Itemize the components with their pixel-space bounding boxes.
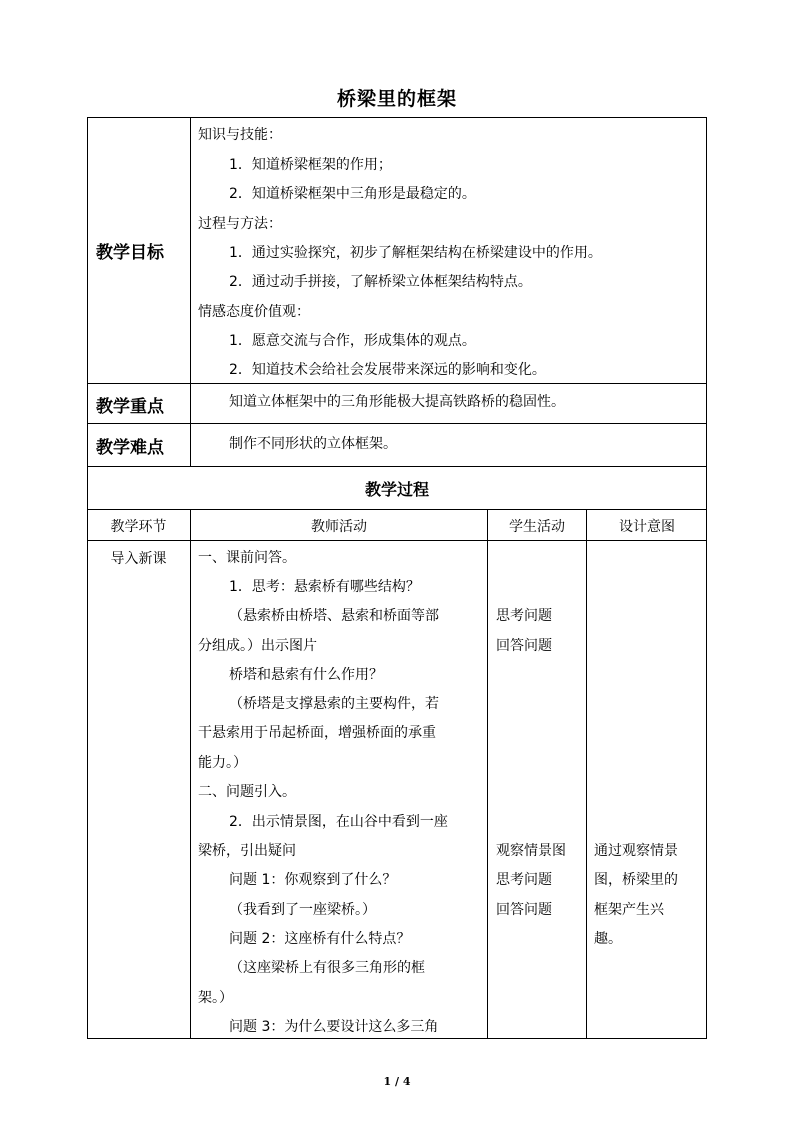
objective-line: 2．通过动手拼接，了解桥梁立体框架结构特点。 [229, 274, 532, 290]
student-activity: 观察情景图 [496, 843, 566, 859]
objective-line: 情感态度价值观： [198, 304, 310, 320]
column-divider [190, 509, 191, 1039]
process-heading: 教学过程 [364, 480, 429, 499]
teacher-line: 问题 3：为什么要设计这么多三角 [229, 1019, 439, 1035]
column-divider [586, 509, 587, 1039]
column-header-intent: 设计意图 [619, 519, 675, 535]
objective-line: 2．知道桥梁框架中三角形是最稳定的。 [229, 186, 476, 202]
teacher-line: （桥塔是支撑悬索的主要构件，若 [229, 696, 439, 712]
row-divider [87, 383, 707, 384]
design-intent: 框架产生兴 [594, 902, 664, 918]
column-divider [487, 509, 488, 1039]
page-number: 1 / 4 [383, 1075, 411, 1088]
column-divider [190, 117, 191, 466]
teacher-line: 2．出示情景图，在山谷中看到一座 [229, 814, 448, 830]
design-intent: 趣。 [594, 931, 622, 947]
design-intent: 通过观察情景 [594, 843, 678, 859]
student-activity: 思考问题 [496, 872, 552, 888]
objective-line: 2．知道技术会给社会发展带来深远的影响和变化。 [229, 362, 546, 378]
difficulty-label: 教学难点 [96, 438, 164, 458]
difficulty-text: 制作不同形状的立体框架。 [229, 436, 397, 452]
key-point-label: 教学重点 [96, 397, 164, 417]
teacher-line: 一、课前问答。 [198, 550, 296, 566]
objective-line: 1．知道桥梁框架的作用； [229, 157, 392, 173]
objective-line: 1．愿意交流与合作，形成集体的观点。 [229, 333, 476, 349]
design-intent: 图，桥梁里的 [594, 872, 678, 888]
teacher-line: （这座梁桥上有很多三角形的框 [229, 960, 425, 976]
objective-line: 知识与技能： [198, 127, 282, 143]
column-header-teacher: 教师活动 [311, 519, 367, 535]
row-divider [87, 423, 707, 424]
column-header-student: 学生活动 [509, 519, 565, 535]
student-activity: 回答问题 [496, 902, 552, 918]
objectives-label: 教学目标 [96, 243, 164, 263]
objective-line: 1．通过实验探究，初步了解框架结构在桥梁建设中的作用。 [229, 245, 602, 261]
teacher-line: 梁桥，引出疑问 [198, 843, 296, 859]
teacher-line: 干悬索用于吊起桥面，增强桥面的承重 [198, 725, 436, 741]
objective-line: 过程与方法： [198, 216, 282, 232]
student-activity: 回答问题 [496, 638, 552, 654]
teacher-line: 1．思考：悬索桥有哪些结构？ [229, 579, 420, 595]
teacher-line: 架。） [198, 990, 233, 1006]
teacher-line: 问题 1：你观察到了什么？ [229, 872, 397, 888]
teacher-line: 能力。） [198, 755, 247, 771]
student-activity: 思考问题 [496, 608, 552, 624]
stage-cell: 导入新课 [110, 551, 167, 567]
key-point-text: 知道立体框架中的三角形能极大提高铁路桥的稳固性。 [229, 394, 565, 410]
teacher-line: （悬索桥由桥塔、悬索和桥面等部 [229, 608, 439, 624]
row-divider [87, 540, 707, 541]
teacher-line: 二、问题引入。 [198, 784, 296, 800]
teacher-line: （我看到了一座梁桥。） [229, 902, 376, 918]
column-header-stage: 教学环节 [110, 519, 167, 535]
teacher-line: 分组成。）出示图片 [198, 638, 317, 654]
page-title: 桥梁里的框架 [336, 88, 457, 110]
teacher-line: 桥塔和悬索有什么作用？ [229, 667, 383, 683]
row-divider [87, 509, 707, 510]
teacher-line: 问题 2：这座桥有什么特点？ [229, 931, 411, 947]
row-divider [87, 466, 707, 467]
